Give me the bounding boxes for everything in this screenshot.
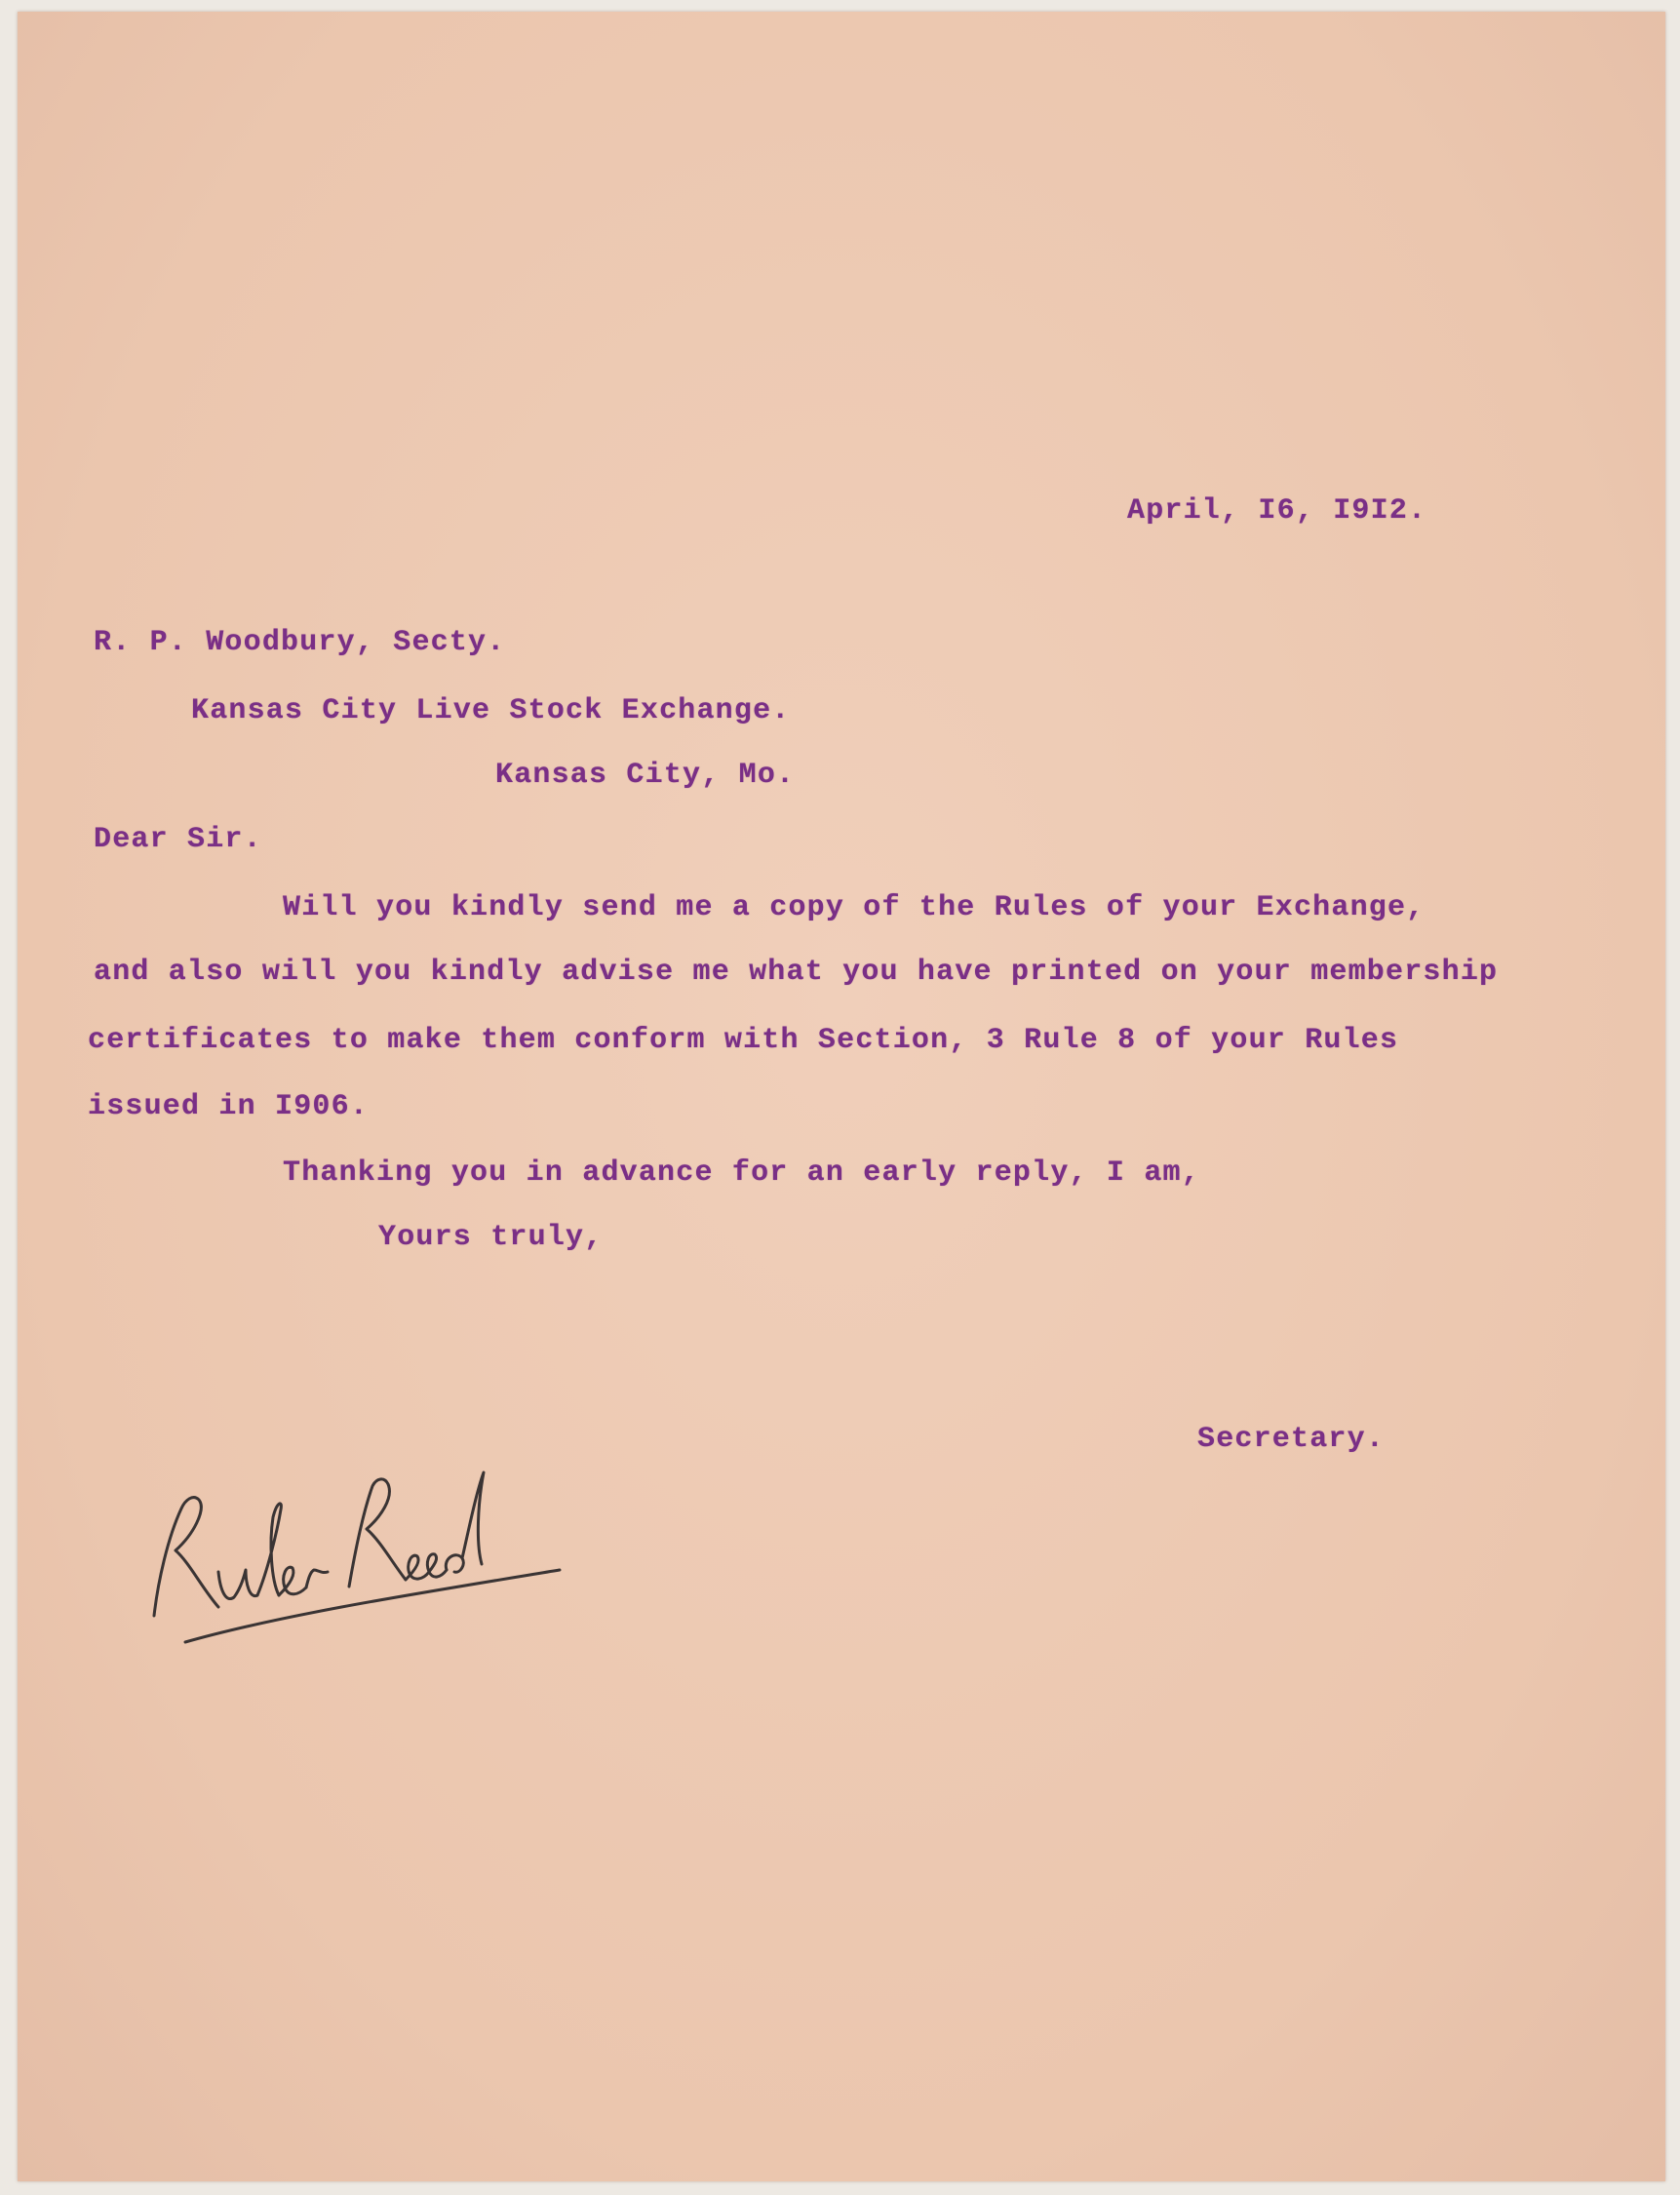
body-line: certificates to make them conform with Section, 3 Rule 8 of your Rules (88, 1024, 1399, 1057)
recipient-name: R. P. Woodbury, Secty. (94, 626, 506, 659)
letter-sheet (18, 12, 1665, 2181)
recipient-organization: Kansas City Live Stock Exchange. (191, 694, 791, 727)
body-line: issued in I906. (88, 1090, 370, 1123)
body-line: Will you kindly send me a copy of the Rules of your Exchange, (283, 891, 1426, 924)
recipient-city: Kansas City, Mo. (495, 759, 796, 792)
handwritten-signature (125, 1416, 583, 1650)
letter-date: April, I6, I9I2. (1127, 494, 1427, 528)
salutation: Dear Sir. (94, 823, 262, 856)
body-line: and also will you kindly advise me what you have printed on your membership (94, 956, 1499, 989)
signatory-title: Secretary. (1197, 1423, 1386, 1456)
closing-line: Thanking you in advance for an early reply, I am, (283, 1156, 1200, 1190)
valediction: Yours truly, (378, 1221, 604, 1254)
